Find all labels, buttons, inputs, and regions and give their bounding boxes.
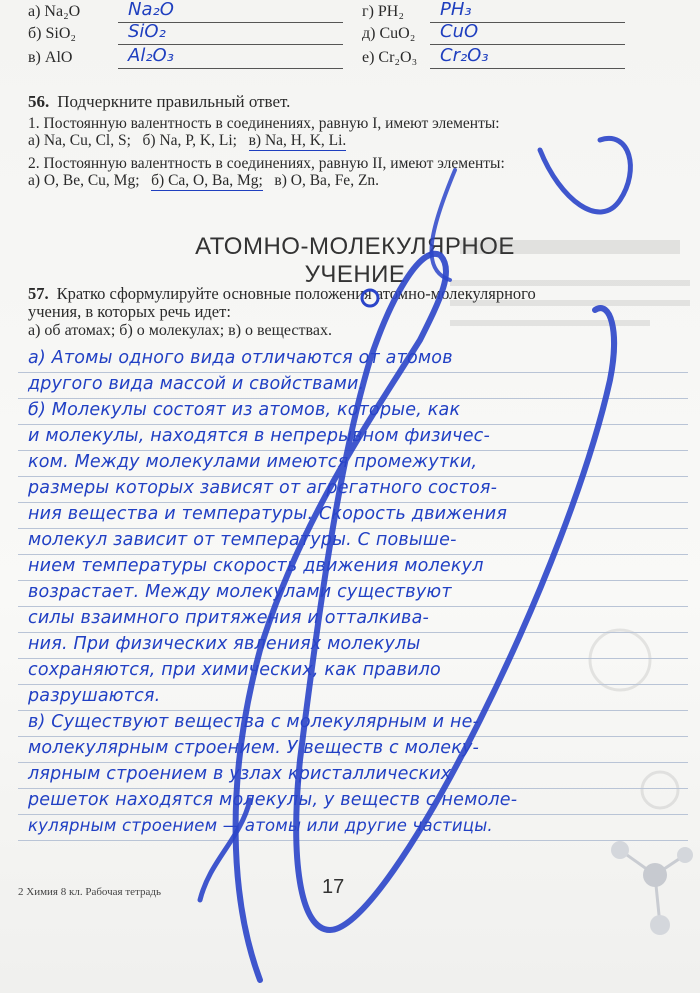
answer-field[interactable]: Al₂O₃ (118, 46, 343, 69)
formula-row-b (28, 21, 166, 46)
section-title: АТОМНО-МОЛЕКУЛЯРНОЕ УЧЕНИЕ (195, 233, 515, 288)
handwritten-line: другого вида массой и свойствами. (28, 374, 365, 394)
question-56-heading (28, 92, 290, 112)
handwritten-line: лярным строением в узлах кристаллических (28, 764, 452, 784)
ruled-line (18, 450, 688, 451)
question-57-options: а) об атомах; б) о молекулах; в) о веществах. (28, 322, 332, 339)
formula-label: б) SiO₂ (28, 25, 76, 42)
ruled-line (18, 788, 688, 789)
formula-row-g (362, 0, 472, 24)
ruled-line (18, 606, 688, 607)
ruled-line (18, 762, 688, 763)
ruled-line (18, 710, 688, 711)
handwritten-line: ния вещества и температуры. Скорость движения (28, 504, 508, 524)
handwritten-line: молекул зависит от температуры. С повыше- (28, 530, 457, 550)
ruled-line (18, 502, 688, 503)
ruled-line (18, 554, 688, 555)
q56-part1-options (28, 132, 346, 150)
handwritten-line: ком. Между молекулами имеются промежутки, (28, 452, 478, 472)
answer-field[interactable]: Cr₂O₃ (430, 46, 625, 69)
ruled-line (18, 398, 688, 399)
q56-part2-options (28, 172, 379, 190)
formula-row-a (28, 0, 174, 24)
handwritten-line: возрастает. Между молекулами существуют (28, 582, 452, 602)
handwritten-line: кулярным строением — атомы или другие частицы. (28, 816, 493, 835)
question-number: 57. (28, 284, 49, 303)
handwritten-line: сохраняются, при химических, как правило (28, 660, 441, 680)
question-number: 56. (28, 92, 50, 111)
formula-label: а) Na₂O (28, 3, 81, 20)
handwritten-line: в) Существуют вещества с молекулярным и не- (28, 712, 480, 732)
handwritten-line: а) Атомы одного вида отличаются от атомов (28, 348, 453, 368)
formula-row-v (28, 45, 174, 70)
formula-row-e (362, 45, 489, 70)
option-v[interactable]: в) O, Ba, Fe, Zn. (274, 172, 380, 189)
option-a[interactable]: а) O, Be, Cu, Mg; (28, 172, 140, 189)
bleed-through-background (440, 10, 700, 830)
ruled-line (18, 632, 688, 633)
formula-label: е) Cr₂O₃ (362, 49, 418, 66)
handwritten-line: и молекулы, находятся в непрерывном физичес- (28, 426, 491, 446)
question-57-heading (28, 284, 536, 304)
handwritten-line: нием температуры скорость движения молекул (28, 556, 484, 576)
question-text-line2: учения, в которых речь идет: (28, 302, 231, 321)
page-number: 17 (322, 876, 345, 898)
formula-row-d (362, 21, 479, 46)
ruled-line (18, 372, 688, 373)
handwritten-line: размеры которых зависят от агрегатного состоя- (28, 478, 498, 498)
question-text: Подчеркните правильный ответ. (57, 92, 291, 111)
ruled-line (18, 580, 688, 581)
option-v-underlined[interactable]: в) Na, H, K, Li. (248, 132, 347, 149)
q56-part1-prompt: 1. Постоянную валентность в соединениях, равную I, имеют элементы: (28, 115, 500, 132)
handwritten-line: решеток находятся молекулы, у веществ с немоле- (28, 790, 518, 810)
formula-label: д) CuO₂ (362, 25, 416, 42)
answer-field[interactable]: CuO (430, 22, 625, 45)
formula-label: г) PH₂ (362, 3, 404, 20)
option-b-underlined[interactable]: б) Ca, O, Ba, Mg; (151, 172, 263, 189)
ruled-line (18, 840, 688, 841)
handwritten-line: б) Молекулы состоят из атомов, которые, как (28, 400, 461, 420)
ruled-line (18, 476, 688, 477)
ruled-line (18, 684, 688, 685)
answer-field[interactable]: Na₂O (118, 0, 343, 23)
molecule-decoration-icon (600, 830, 700, 950)
handwritten-line: силы взаимного притяжения и отталкива- (28, 608, 430, 628)
ruled-line (18, 658, 688, 659)
answer-field[interactable]: SiO₂ (118, 22, 343, 45)
handwritten-line: ния. При физических явлениях молекулы (28, 634, 421, 654)
option-a[interactable]: а) Na, Cu, Cl, S; (28, 132, 131, 149)
footer-imprint: 2 Химия 8 кл. Рабочая тетрадь (18, 886, 161, 898)
q56-part2-prompt: 2. Постоянную валентность в соединениях, равную II, имеют элементы: (28, 155, 505, 172)
question-text-line1: Кратко сформулируйте основные положения атомно-молекулярного (56, 284, 536, 303)
option-b[interactable]: б) Na, P, K, Li; (142, 132, 237, 149)
ruled-line (18, 528, 688, 529)
handwritten-line: молекулярным строением. У веществ с молеку- (28, 738, 480, 758)
ruled-line (18, 424, 688, 425)
answer-field[interactable]: PH₃ (430, 0, 625, 23)
ruled-line (18, 736, 688, 737)
ruled-line (18, 814, 688, 815)
formula-label: в) AlO (28, 49, 73, 66)
handwritten-line: разрушаются. (28, 686, 161, 706)
